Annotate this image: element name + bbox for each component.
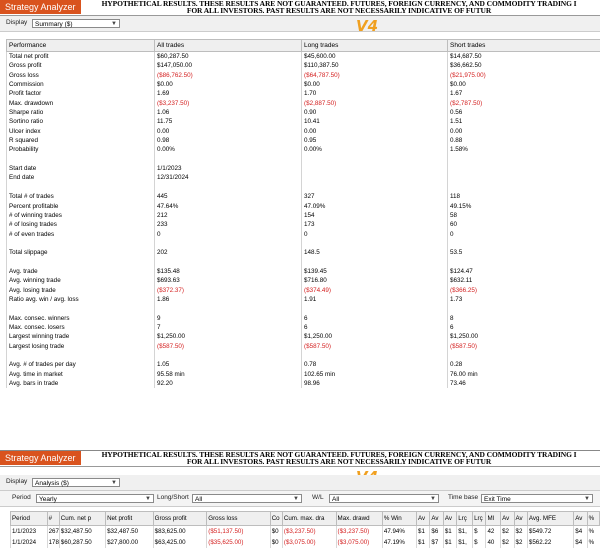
summary-cell-all: ($3,237.50) [155,99,302,108]
chevron-down-icon: ▼ [430,495,436,504]
col-header-all-trades[interactable]: All trades [155,40,302,52]
summary-row [7,304,600,313]
summary-cell-all: 0.00% [155,145,302,154]
analysis-cell: ($3,237.50) [336,526,382,538]
summary-cell-long: 0.95 [302,136,448,145]
summary-cell-label: Percent profitable [7,202,155,211]
summary-cell-short: $632.11 [448,276,600,285]
summary-cell-all: 1/1/2023 [155,164,302,173]
summary-cell-all: 1.05 [155,360,302,369]
analysis-cell: $1 [443,537,456,548]
summary-row [7,351,600,360]
summary-cell-all: 0.98 [155,136,302,145]
analysis-cell: $1 [417,537,430,548]
summary-cell-label: Ratio avg. win / avg. loss [7,295,155,304]
summary-cell-label: Max. consec. losers [7,323,155,332]
summary-body [7,52,600,389]
summary-cell-all [155,239,302,248]
summary-cell-label: R squared [7,136,155,145]
display-select[interactable] [32,19,120,28]
analysis-cell: $0 [270,526,282,538]
analysis-cell: $32,487.50 [106,526,154,538]
analysis-cell: $562.22 [527,537,573,548]
disclaimer [78,451,600,465]
disclaimer-line1: HYPOTHETICAL RESULTS. THESE RESULTS ARE NOT GUARANTEED. FUTURES, FOREIGN CURRENCY, AND COMMODITY TRADING I [78,0,600,7]
analysis-cell: $2 [514,526,527,538]
analysis-col-header[interactable]: Max. drawd [336,512,382,526]
summary-row [7,370,600,379]
summary-cell-label [7,304,155,313]
summary-cell-long: ($2,887.50) [302,99,448,108]
summary-row [7,239,600,248]
summary-cell-long [302,258,448,267]
analysis-col-header[interactable]: Period [11,512,48,526]
summary-cell-short: 53.5 [448,248,600,257]
summary-row [7,248,600,257]
analysis-cell: $32,487.50 [59,526,105,538]
summary-cell-short: $36,662.50 [448,61,600,70]
summary-cell-label: Avg. time in market [7,370,155,379]
summary-cell-long: 0.90 [302,108,448,117]
summary-row [7,183,600,192]
summary-cell-short: 118 [448,192,600,201]
summary-row [7,342,600,351]
summary-cell-long: 47.09% [302,202,448,211]
analysis-cell: $63,425.00 [153,537,207,548]
summary-cell-long [302,173,448,182]
summary-cell-short: 0.28 [448,360,600,369]
summary-cell-short: 49.15% [448,202,600,211]
summary-cell-long: ($374.49) [302,286,448,295]
summary-cell-short: 1.58% [448,145,600,154]
summary-cell-all: $693.63 [155,276,302,285]
wl-label: W/L [312,493,324,503]
summary-cell-all: $0.00 [155,80,302,89]
summary-cell-all: $1,250.00 [155,332,302,341]
summary-cell-short [448,239,600,248]
longshort-select-value: All [195,496,202,503]
analysis-cell: $2 [514,537,527,548]
summary-cell-label: # of even trades [7,230,155,239]
summary-cell-short: 58 [448,211,600,220]
summary-cell-all: ($372.37) [155,286,302,295]
summary-row [7,220,600,229]
summary-row [7,155,600,164]
summary-cell-long: 6 [302,314,448,323]
analysis-cell: 42 [486,526,501,538]
app-tab[interactable]: Strategy Analyzer [0,0,81,14]
summary-cell-long: 0.78 [302,360,448,369]
analysis-cell: $ [473,526,486,538]
chevron-down-icon: ▼ [145,495,151,504]
analysis-cell: ($51,137.50) [207,526,270,538]
analysis-cell: $1, [457,526,473,538]
summary-cell-label: Total net profit [7,52,155,62]
summary-row [7,117,600,126]
col-header-short-trades[interactable]: Short trades [448,40,600,52]
summary-cell-all [155,351,302,360]
summary-cell-label: # of winning trades [7,211,155,220]
summary-cell-label: Total slippage [7,248,155,257]
analysis-col-header[interactable]: Av [574,512,587,526]
analysis-cell: $6 [430,526,443,538]
analysis-cell: % [587,537,599,548]
analysis-col-header[interactable]: Av [443,512,456,526]
summary-cell-all [155,155,302,164]
summary-cell-label: Profit factor [7,89,155,98]
summary-cell-short [448,155,600,164]
analysis-cell: ($35,625.00) [207,537,270,548]
summary-cell-short: ($366.25) [448,286,600,295]
summary-row [7,164,600,173]
summary-cell-all: 0 [155,230,302,239]
analysis-col-header[interactable]: Ml [486,512,501,526]
chevron-down-icon: ▼ [111,20,117,29]
summary-cell-label: Sharpe ratio [7,108,155,117]
summary-cell-short: 8 [448,314,600,323]
summary-row [7,379,600,388]
display-label: Display [6,477,27,487]
summary-cell-all: 1.86 [155,295,302,304]
chevron-down-icon: ▼ [111,479,117,488]
summary-cell-long [302,304,448,313]
analysis-cell: 1/1/2024 [11,537,48,548]
timebase-select-value: Exit Time [484,496,511,503]
summary-cell-all [155,258,302,267]
summary-cell-long: ($587.50) [302,342,448,351]
analysis-col-header[interactable]: Cum. max. dra [282,512,336,526]
summary-cell-label: Total # of trades [7,192,155,201]
analysis-body [11,526,600,549]
timebase-select[interactable] [481,494,593,503]
summary-row [7,61,600,70]
summary-cell-label: Max. drawdown [7,99,155,108]
analysis-cell: $4 [574,526,587,538]
summary-cell-long: 1.70 [302,89,448,98]
analysis-cell: $ [473,537,486,548]
disclaimer-line2: FOR ALL INVESTORS. PAST RESULTS ARE NOT NECESSARILY INDICATIVE OF FUTUR [78,458,600,465]
summary-cell-label [7,258,155,267]
summary-cell-all: 11.75 [155,117,302,126]
summary-cell-short: ($21,975.00) [448,71,600,80]
summary-row [7,360,600,369]
summary-row [7,230,600,239]
summary-cell-short: 0 [448,230,600,239]
summary-cell-long: $110,387.50 [302,61,448,70]
summary-row [7,314,600,323]
analysis-cell: $549.72 [527,526,573,538]
summary-cell-all: 1.69 [155,89,302,98]
summary-cell-long: $45,600.00 [302,52,448,62]
summary-cell-long [302,164,448,173]
summary-cell-all: 212 [155,211,302,220]
summary-cell-label [7,239,155,248]
display-select-value: Analysis ($) [35,480,69,487]
summary-cell-label: Avg. trade [7,267,155,276]
summary-row [7,108,600,117]
analysis-cell: 40 [486,537,501,548]
summary-cell-all [155,183,302,192]
summary-cell-short: 60 [448,220,600,229]
wl-select-value: All [332,496,339,503]
analysis-col-header[interactable]: Av [501,512,514,526]
analysis-cell: 1/1/2023 [11,526,48,538]
summary-row [7,267,600,276]
summary-row [7,323,600,332]
summary-cell-short: $124.47 [448,267,600,276]
display-toolbar [0,16,600,32]
summary-cell-label: Largest losing trade [7,342,155,351]
period-label: Period [12,493,31,503]
analysis-cell: 47.19% [382,537,416,548]
analysis-cell: % [587,526,599,538]
analysis-panel [0,450,600,554]
summary-cell-short: 1.73 [448,295,600,304]
summary-cell-label [7,155,155,164]
summary-row [7,295,600,304]
summary-cell-long: 0.00 [302,127,448,136]
summary-row [7,145,600,154]
summary-cell-all: 92.20 [155,379,302,388]
title-bar [0,451,600,467]
summary-cell-short: 76.00 min [448,370,600,379]
summary-row [7,332,600,341]
analysis-table [10,511,600,548]
analysis-cell: $83,625.00 [153,526,207,538]
summary-cell-long: 0 [302,230,448,239]
analysis-cell: ($3,075.00) [336,537,382,548]
summary-cell-short: $1,250.00 [448,332,600,341]
summary-row [7,173,600,182]
analysis-cell: $60,287.50 [59,537,105,548]
analysis-cell: $27,800.00 [106,537,154,548]
summary-cell-short: 73.46 [448,379,600,388]
summary-cell-long [302,155,448,164]
summary-cell-label: Max. consec. winners [7,314,155,323]
summary-cell-short: 0.56 [448,108,600,117]
analysis-col-header[interactable]: # [47,512,59,526]
analysis-cell: 178 [47,537,59,548]
analysis-cell: $1 [417,526,430,538]
analysis-cell: $4 [574,537,587,548]
summary-cell-label: Probability [7,145,155,154]
analysis-cell: ($3,075.00) [282,537,336,548]
title-bar [0,0,600,16]
summary-cell-short: ($587.50) [448,342,600,351]
summary-cell-long: 148.5 [302,248,448,257]
summary-cell-long: 10.41 [302,117,448,126]
summary-cell-long: 0.00% [302,145,448,154]
analysis-row[interactable] [11,526,600,538]
summary-row [7,52,600,62]
analysis-cell: $1 [443,526,456,538]
summary-row [7,258,600,267]
summary-cell-label: Ulcer index [7,127,155,136]
summary-cell-label: End date [7,173,155,182]
analysis-cell: 267 [47,526,59,538]
summary-cell-all: 95.58 min [155,370,302,379]
summary-cell-all: 0.00 [155,127,302,136]
analysis-col-header[interactable]: Net profit [106,512,154,526]
disclaimer [78,0,600,14]
summary-cell-long: 327 [302,192,448,201]
analysis-col-header[interactable]: Lrç [473,512,486,526]
analysis-row[interactable] [11,537,600,548]
longshort-label: Long/Short [157,493,189,503]
summary-cell-long: 102.65 min [302,370,448,379]
summary-cell-all: 202 [155,248,302,257]
longshort-select[interactable] [192,494,302,503]
col-header-performance[interactable]: Performance [7,40,155,52]
summary-cell-all: $60,287.50 [155,52,302,62]
analysis-col-header[interactable]: Av [430,512,443,526]
display-select[interactable] [32,478,120,487]
app-tab[interactable]: Strategy Analyzer [0,451,81,465]
display-label: Display [6,18,27,28]
summary-cell-label: Largest winning trade [7,332,155,341]
analysis-cell: $1, [457,537,473,548]
analysis-col-header[interactable]: Co [270,512,282,526]
summary-cell-all: 445 [155,192,302,201]
summary-cell-short: 6 [448,323,600,332]
display-select-value: Summary ($) [35,21,73,28]
version-mark: V4 [356,17,378,35]
summary-cell-label: Avg. bars in trade [7,379,155,388]
summary-cell-long [302,183,448,192]
summary-cell-label: Start date [7,164,155,173]
summary-cell-label [7,183,155,192]
summary-cell-long: $0.00 [302,80,448,89]
summary-row [7,192,600,201]
analysis-col-header[interactable]: Avg. MFE [527,512,573,526]
summary-cell-short [448,164,600,173]
summary-cell-long: $716.80 [302,276,448,285]
summary-cell-all: 47.64% [155,202,302,211]
wl-select[interactable] [329,494,439,503]
summary-cell-label: Sortino ratio [7,117,155,126]
chevron-down-icon: ▼ [293,495,299,504]
summary-cell-short [448,351,600,360]
summary-row [7,99,600,108]
analysis-cell: $7 [430,537,443,548]
analysis-cell: $0 [270,537,282,548]
period-select[interactable] [36,494,154,503]
summary-cell-label: Gross loss [7,71,155,80]
summary-cell-short: 1.51 [448,117,600,126]
summary-cell-short: 1.67 [448,89,600,98]
summary-header-row [7,40,600,52]
analysis-col-header[interactable]: Av [514,512,527,526]
summary-row [7,71,600,80]
analysis-cell: ($3,237.50) [282,526,336,538]
chevron-down-icon: ▼ [584,495,590,504]
summary-row [7,276,600,285]
summary-cell-all: ($86,762.50) [155,71,302,80]
analysis-col-header[interactable]: % [587,512,599,526]
summary-cell-all: ($587.50) [155,342,302,351]
summary-cell-label: Commission [7,80,155,89]
summary-cell-all: $147,050.00 [155,61,302,70]
summary-cell-label: # of losing trades [7,220,155,229]
col-header-long-trades[interactable]: Long trades [302,40,448,52]
summary-cell-short [448,173,600,182]
summary-cell-long: 154 [302,211,448,220]
summary-row [7,127,600,136]
analysis-col-header[interactable]: Gross loss [207,512,270,526]
summary-cell-short: $14,687.50 [448,52,600,62]
display-toolbar [0,475,600,491]
summary-cell-long: $139.45 [302,267,448,276]
analysis-cell: $2 [501,526,514,538]
summary-cell-all: 12/31/2024 [155,173,302,182]
summary-cell-short: 0.88 [448,136,600,145]
summary-cell-short: $0.00 [448,80,600,89]
summary-cell-all: 9 [155,314,302,323]
period-select-value: Yearly [39,496,57,503]
summary-row [7,89,600,98]
summary-cell-long: 98.96 [302,379,448,388]
analysis-col-header[interactable]: Gross profit [153,512,207,526]
summary-cell-short: 0.00 [448,127,600,136]
summary-cell-all [155,304,302,313]
summary-cell-short [448,183,600,192]
analysis-col-header[interactable]: Lrç [457,512,473,526]
summary-cell-label: Avg. # of trades per day [7,360,155,369]
summary-row [7,136,600,145]
summary-row [7,211,600,220]
summary-cell-all: 1.06 [155,108,302,117]
summary-row [7,202,600,211]
analysis-col-header[interactable]: Av [417,512,430,526]
summary-row [7,80,600,89]
summary-cell-label: Avg. winning trade [7,276,155,285]
summary-cell-long: ($64,787.50) [302,71,448,80]
summary-cell-long: 6 [302,323,448,332]
analysis-cell: 47.94% [382,526,416,538]
summary-cell-short: ($2,787.50) [448,99,600,108]
summary-table [6,39,600,388]
disclaimer-line2: FOR ALL INVESTORS. PAST RESULTS ARE NOT NECESSARILY INDICATIVE OF FUTUR [78,7,600,14]
analysis-header-row [11,512,600,526]
disclaimer-line1: HYPOTHETICAL RESULTS. THESE RESULTS ARE NOT GUARANTEED. FUTURES, FOREIGN CURRENCY, AND COMMODITY TRADING I [78,451,600,458]
summary-cell-label: Gross profit [7,61,155,70]
summary-cell-short [448,304,600,313]
summary-cell-long [302,239,448,248]
filter-bar [0,491,600,507]
timebase-label: Time base [448,493,478,503]
summary-cell-long: 173 [302,220,448,229]
summary-cell-long: 1.91 [302,295,448,304]
summary-cell-all: 7 [155,323,302,332]
summary-cell-label: Avg. losing trade [7,286,155,295]
analysis-cell: $2 [501,537,514,548]
summary-cell-all: $135.48 [155,267,302,276]
summary-cell-short [448,258,600,267]
summary-row [7,286,600,295]
summary-cell-all: 233 [155,220,302,229]
analysis-col-header[interactable]: Cum. net p [59,512,105,526]
analysis-col-header[interactable]: % Win [382,512,416,526]
summary-cell-label [7,351,155,360]
summary-cell-long [302,351,448,360]
summary-cell-long: $1,250.00 [302,332,448,341]
